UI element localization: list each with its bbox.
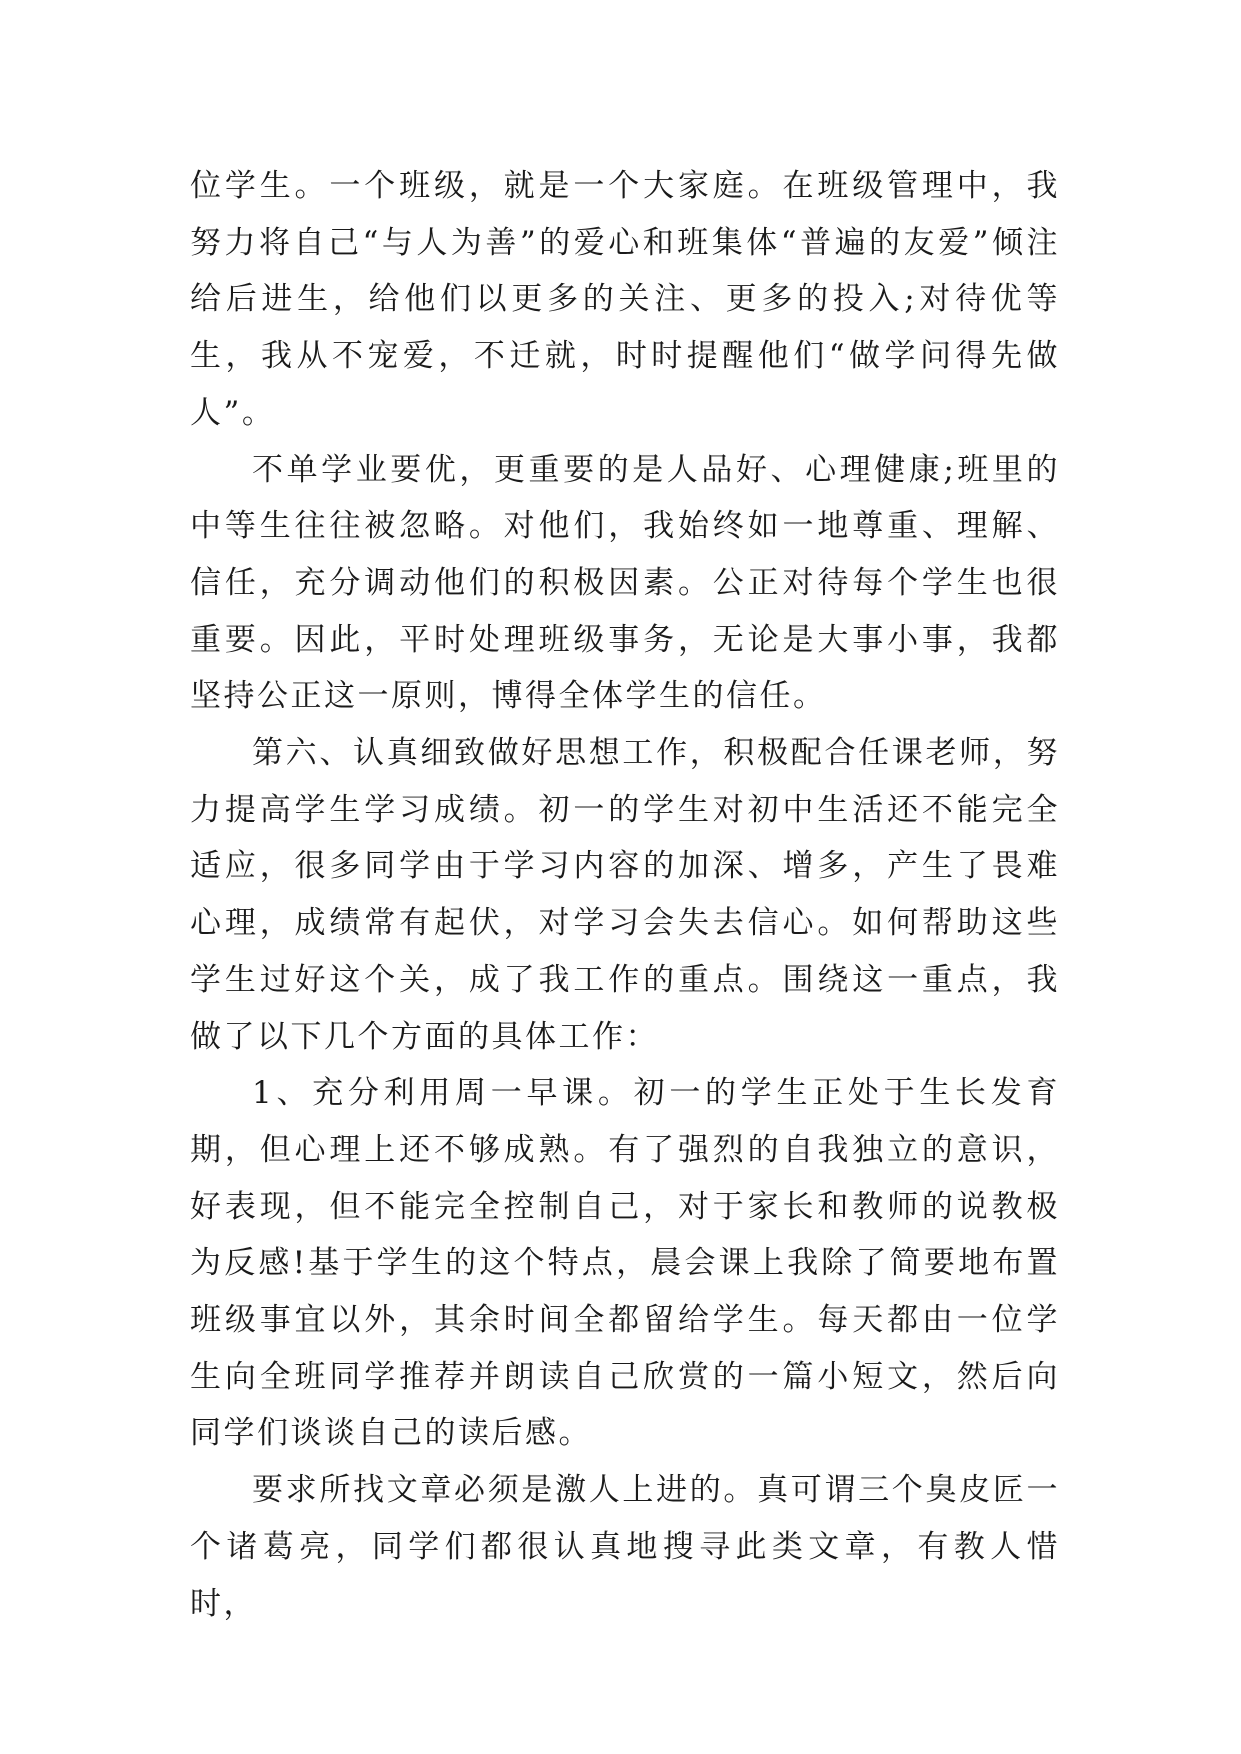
paragraph-5: 要求所找文章必须是激人上进的。真可谓三个臭皮匠一个诸葛亮，同学们都很认真地搜寻此类文章，有教人惜时， xyxy=(190,1472,1060,1622)
paragraph-3: 第六、认真细致做好思想工作，积极配合任课老师，努力提高学生学习成绩。初一的学生对初中生活还不能完全适应，很多同学由于学习内容的加深、增多，产生了畏难心理，成绩常有起伏，对学习会失去信心。如何帮助这些学生过好这个关，成了我工作的重点。围绕这一重点，我做了以下几个方面的具体工作： xyxy=(190,735,1060,1055)
paragraph-2: 不单学业要优，更重要的是人品好、心理健康;班里的中等生往往被忽略。对他们，我始终如一地尊重、理解、信任，充分调动他们的积极因素。公正对待每个学生也很重要。因此，平时处理班级事务，无论是大事小事，我都坚持公正这一原则，博得全体学生的信任。 xyxy=(190,451,1060,715)
paragraph-4: 1、充分利用周一早课。初一的学生正处于生长发育期，但心理上还不够成熟。有了强烈的自我独立的意识，好表现，但不能完全控制自己，对于家长和教师的说教极为反感!基于学生的这个特点，晨会课上我除了简要地布置班级事宜以外，其余时间全都留给学生。每天都由一位学生向全班同学推荐并朗读自己欣赏的一篇小短文，然后向同学们谈谈自己的读后感。 xyxy=(190,1075,1060,1452)
paragraph-1: 位学生。一个班级，就是一个大家庭。在班级管理中，我努力将自己“与人为善”的爱心和班集体“普遍的友爱”倾注给后进生，给他们以更多的关注、更多的投入;对待优等生，我从不宠爱，不迁就，时时提醒他们“做学问得先做人”。 xyxy=(190,168,1060,431)
document-body xyxy=(190,158,1060,1632)
